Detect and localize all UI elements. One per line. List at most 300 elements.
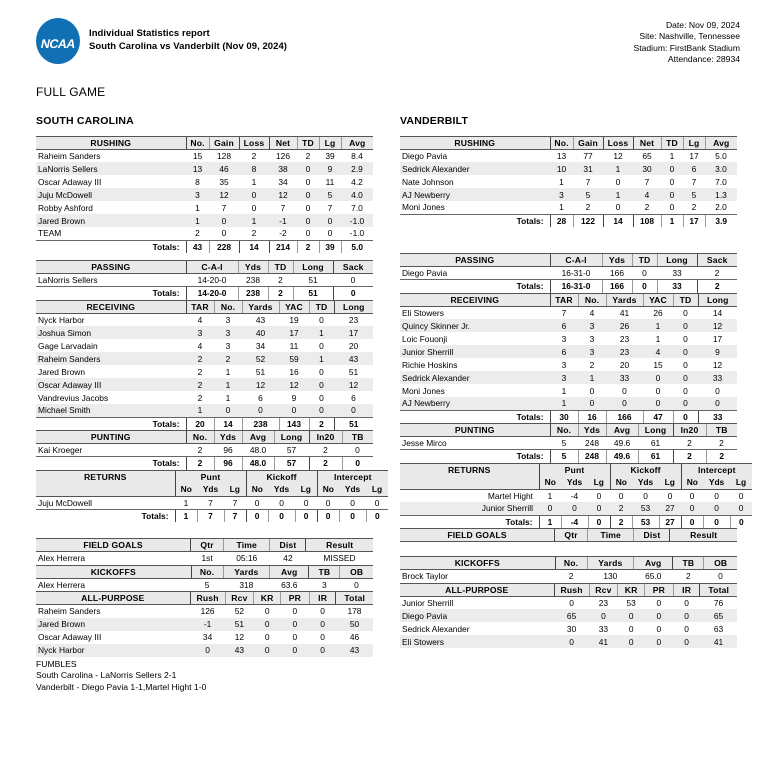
totals-cell: 14 [239, 240, 269, 253]
column-header: Qtr [555, 529, 588, 542]
column-header: Lg [683, 136, 705, 149]
totals-cell: 96 [214, 457, 242, 470]
player-name: Jared Brown [36, 618, 190, 631]
column-header: OB [704, 557, 737, 570]
table-row [36, 175, 373, 188]
column-header: No. [214, 300, 242, 313]
stat-cell: 6 [351, 392, 356, 403]
column-header: Dist [270, 539, 306, 552]
stat-cell: 2 [686, 571, 691, 582]
stat-cell: 3 [578, 345, 606, 358]
stat-cell: 7 [585, 176, 591, 187]
stat-cell: 0 [319, 340, 324, 351]
table-row [400, 149, 737, 162]
player-name: Raheim Sanders [36, 352, 186, 365]
player-name: Diego Pavia [400, 609, 554, 622]
column-header: Yds [214, 431, 242, 444]
section-title: RETURNS [400, 463, 539, 476]
stat-cell: 16-31-0 [561, 268, 591, 279]
player-name: Joshua Simon [36, 326, 186, 339]
stat-cell: 3 [578, 319, 606, 332]
stat-cell: 3.0 [705, 162, 737, 175]
totals-cell: 0 [339, 509, 366, 522]
totals-cell: 0 [632, 280, 657, 293]
section-gap [36, 253, 373, 260]
stat-cell: 0 [279, 497, 284, 508]
receiving-table [36, 300, 373, 431]
stat-cell: 0 [730, 502, 752, 515]
stat-cell: 0 [221, 228, 227, 239]
matchup-title: South Carolina vs Vanderbilt (Nov 09, 2024) [89, 41, 288, 52]
stat-cell: 0 [618, 635, 645, 648]
stat-cell: 3 [561, 359, 567, 370]
stat-cell: 49.6 [613, 438, 631, 449]
totals-label: Totals: [400, 450, 550, 463]
stat-cell: 2 [197, 445, 203, 456]
table-row [36, 578, 373, 591]
stat-cell: 4 [197, 340, 203, 351]
report-title: Individual Statistics report [89, 28, 210, 40]
column-header: Loss [603, 136, 633, 149]
stat-cell: 76 [713, 597, 724, 608]
stat-cell: 0 [656, 623, 662, 634]
totals-cell: 43 [186, 240, 209, 253]
column-header: TB [673, 557, 704, 570]
stat-cell: 0 [251, 202, 257, 213]
stat-cell: 1st [201, 553, 213, 564]
section-title: PASSING [400, 254, 550, 267]
column-header: Intercept [317, 470, 388, 483]
column-header: TD [632, 254, 657, 267]
totals-cell: 16 [578, 410, 606, 423]
column-header: Yds [602, 254, 632, 267]
stat-cell: 0 [319, 214, 341, 227]
player-name: Robby Ashford [38, 202, 93, 213]
stat-cell: 0 [738, 490, 744, 501]
stat-cell: 0 [264, 632, 270, 643]
stat-cell: 238 [246, 275, 260, 286]
table-row [400, 267, 737, 280]
stat-cell: 15 [192, 150, 203, 161]
player-name: Jesse Mirco [402, 438, 447, 449]
field-goals-table [36, 538, 373, 565]
stat-cell: 0 [628, 623, 634, 634]
table-row [400, 162, 737, 175]
player-name: Nyck Harbor [36, 644, 190, 657]
stat-cell: 8.4 [351, 150, 363, 161]
totals-cell: 1 [175, 509, 197, 522]
fumbles-vanderbilt: Vanderbilt - Diego Pavia 1-1,Martel Hight 1-0 [36, 681, 207, 692]
player-name: Oscar Adaway III [36, 378, 186, 391]
stat-cell: -1 [190, 618, 225, 631]
column-header: TD [673, 293, 698, 306]
stat-cell: 2 [197, 392, 203, 403]
table-row [36, 214, 373, 227]
stat-cell: 13 [556, 150, 567, 161]
column-header: Sack [333, 261, 373, 274]
stat-cell: 3 [225, 314, 231, 325]
stat-cell: 0 [615, 202, 621, 213]
totals-cell: 61 [638, 450, 673, 463]
totals-cell: 238 [238, 287, 268, 300]
stat-cell: 166 [610, 268, 624, 279]
stat-cell: 9 [291, 392, 297, 403]
stat-cell: 26 [606, 319, 643, 332]
stat-cell: 0 [643, 371, 673, 384]
column-header: Long [657, 254, 697, 267]
totals-cell: 2 [610, 515, 632, 528]
stat-cell: 0 [254, 497, 260, 508]
stat-cell: 12 [613, 150, 623, 161]
stat-cell: 65.0 [645, 571, 662, 582]
column-header: Lg [319, 136, 341, 149]
totals-row [400, 410, 737, 423]
punting-table [400, 423, 737, 463]
stat-cell: 1 [561, 385, 567, 396]
stat-cell: 3 [550, 371, 578, 384]
stat-cell: 39 [325, 150, 335, 161]
column-header: Gain [209, 136, 239, 149]
column-header: Rcv [225, 592, 254, 605]
stat-cell: 2 [186, 378, 214, 391]
stat-cell: 0 [554, 635, 589, 648]
stat-cell: 0 [596, 490, 602, 501]
stat-cell: 0 [715, 385, 720, 396]
column-header: KR [618, 583, 645, 596]
column-header: No [317, 483, 339, 496]
stat-cell: 178 [347, 606, 362, 617]
column-header: No. [191, 565, 223, 578]
player-name: Loic Fouonji [402, 333, 448, 344]
column-header: Yds [578, 424, 606, 437]
stat-cell: 1 [603, 162, 633, 175]
stat-cell: 0 [281, 644, 310, 657]
stat-cell: 0 [606, 397, 643, 410]
stat-cell: 0 [683, 359, 688, 370]
section-header-row [400, 293, 737, 306]
stat-cell: 0 [589, 385, 595, 396]
stat-cell: 0 [561, 502, 588, 515]
stat-cell: 0 [319, 392, 324, 403]
stat-cell: 4 [643, 345, 673, 358]
stat-cell: 41 [619, 307, 630, 318]
column-header: Avg [270, 565, 309, 578]
meta-date: Date: Nov 09, 2024 [665, 20, 740, 30]
stat-cell: 5 [204, 579, 210, 590]
meta-stadium: Stadium: FirstBank Stadium [633, 42, 740, 53]
stat-cell: 0 [305, 176, 311, 187]
stat-cell: 6 [258, 392, 263, 403]
column-header: TB [342, 431, 373, 444]
player-name: Martel Hight [487, 490, 533, 501]
receiving-table [400, 293, 737, 424]
stat-cell: 51 [255, 366, 266, 377]
table-row [36, 201, 373, 214]
stat-cell: 2 [278, 275, 283, 286]
column-header: TD [297, 136, 319, 149]
stat-cell: 1 [239, 214, 269, 227]
section-title: PUNTING [400, 424, 550, 437]
column-header: Avg [634, 557, 673, 570]
column-header: Avg [606, 424, 638, 437]
stat-cell: 4.0 [341, 188, 373, 201]
column-header: TB [309, 565, 340, 578]
stat-cell: -1.0 [341, 214, 373, 227]
stat-cell: 2 [610, 502, 632, 515]
column-header: Avg [705, 136, 737, 149]
stat-cell: 2 [214, 352, 242, 365]
player-name: Alex Herrera [38, 553, 86, 564]
column-header: Yards [587, 557, 634, 570]
totals-cell: 2 [309, 457, 342, 470]
totals-cell: 33 [698, 410, 737, 423]
section-header-row [400, 529, 737, 542]
totals-cell: 0 [268, 509, 295, 522]
player-name: Junior Sherrill [400, 345, 550, 358]
stat-cell: 27 [659, 502, 681, 515]
section-header-row [400, 463, 752, 476]
totals-cell: 14 [214, 417, 242, 430]
totals-row [400, 450, 737, 463]
column-header: No [175, 483, 197, 496]
stat-cell: MISSED [323, 553, 356, 564]
stat-cell: 2 [251, 150, 257, 161]
column-header: Sack [697, 254, 737, 267]
stat-cell: 0 [673, 397, 698, 410]
section-title: KICKOFFS [400, 557, 555, 570]
table-row [36, 391, 373, 404]
stat-cell: 3 [550, 188, 573, 201]
table-row [400, 371, 737, 384]
table-row [36, 149, 373, 162]
stat-cell: 0 [673, 371, 698, 384]
player-name: Alex Herrera [38, 579, 86, 590]
meta-attendance: Attendance: 28934 [667, 54, 740, 65]
stat-cell: 0 [643, 490, 648, 501]
subheader-spacer [36, 483, 175, 496]
fumbles-block [0, 659, 768, 693]
stat-cell: 12 [698, 319, 737, 332]
stat-cell: 63.6 [281, 579, 298, 590]
stat-cell: 5 [561, 438, 567, 449]
stat-cell: 0 [714, 490, 719, 501]
stat-cell: 0 [281, 618, 310, 631]
stat-cell: 2 [585, 202, 591, 213]
stat-cell: 0 [279, 404, 309, 417]
header-left [36, 18, 287, 64]
table-row [36, 162, 373, 175]
stat-cell: 57 [286, 445, 297, 456]
stat-cell: 0 [673, 609, 700, 622]
totals-label: Totals: [36, 509, 175, 522]
player-name: Moni Jones [402, 202, 445, 213]
totals-cell: -4 [561, 515, 588, 528]
section-header-row [36, 592, 373, 605]
section-header-row [36, 470, 388, 483]
totals-cell: 51 [293, 287, 333, 300]
totals-cell: 214 [269, 240, 297, 253]
table-row [36, 631, 373, 644]
stat-cell: 11 [289, 340, 299, 351]
ncaa-logo-icon [36, 18, 80, 64]
totals-cell: 0 [366, 509, 388, 522]
stat-cell: 3 [561, 333, 567, 344]
stat-cell: 0 [684, 597, 689, 608]
column-header: Net [633, 136, 661, 149]
column-header: Result [670, 529, 737, 542]
totals-cell: 108 [633, 214, 661, 227]
totals-cell: 1 [539, 515, 561, 528]
column-header: Lg [366, 483, 388, 496]
stat-cell: 4 [589, 307, 595, 318]
column-header: No [246, 483, 268, 496]
stat-cell: 0 [683, 333, 688, 344]
column-header: IR [673, 583, 700, 596]
totals-label: Totals: [36, 287, 186, 300]
column-header: Lg [588, 476, 610, 489]
column-header: No. [550, 424, 578, 437]
stat-cell: 1 [603, 188, 633, 201]
stat-cell: 0 [615, 176, 621, 187]
stat-cell: 42 [283, 553, 293, 564]
stat-cell: 0 [354, 579, 359, 590]
stat-cell: 1 [183, 497, 189, 508]
column-header: Yards [606, 293, 643, 306]
passing-table [36, 260, 373, 300]
stat-cell: 2.9 [341, 162, 373, 175]
stat-cell: 0 [350, 497, 355, 508]
totals-cell: 16-31-0 [550, 280, 602, 293]
table-row [36, 444, 373, 457]
section-title: RECEIVING [400, 293, 550, 306]
player-name: LaNorris Sellers [38, 275, 98, 286]
totals-label: Totals: [36, 240, 186, 253]
player-name: AJ Newberry [400, 397, 550, 410]
stat-cell: 0 [622, 385, 627, 396]
stat-cell: 4.2 [351, 176, 363, 187]
section-header-row [36, 431, 373, 444]
stat-cell: 61 [650, 438, 661, 449]
stat-cell: 9 [319, 162, 341, 175]
stat-cell: 1 [655, 333, 661, 344]
table-row [400, 502, 752, 515]
stat-cell: 7 [221, 202, 227, 213]
totals-cell: 166 [602, 280, 632, 293]
stat-cell: 0 [683, 307, 688, 318]
stat-cell: 51 [225, 618, 254, 631]
table-row [400, 570, 737, 583]
section-gap [36, 522, 373, 538]
totals-cell: 39 [319, 240, 341, 253]
stat-cell: 1.3 [705, 188, 737, 201]
stat-cell: 6 [550, 345, 578, 358]
stat-cell: 1 [186, 404, 214, 417]
header-meta [633, 18, 740, 66]
player-name: Juju McDowell [38, 497, 92, 508]
column-header: C-A-I [186, 261, 238, 274]
stat-cell: 14-20-0 [197, 275, 227, 286]
player-name: Sedrick Alexander [400, 162, 550, 175]
column-header: Yards [242, 300, 279, 313]
column-header: Punt [539, 463, 610, 476]
column-header: Time [588, 529, 634, 542]
table-row [400, 635, 737, 648]
stat-cell: 318 [239, 579, 254, 590]
stat-cell: 2 [691, 202, 697, 213]
stat-cell: 0 [645, 635, 674, 648]
section-title: RECEIVING [36, 300, 186, 313]
stat-cell: 31 [573, 162, 603, 175]
player-name: Michael Smith [36, 404, 186, 417]
stat-cell: 26 [653, 307, 663, 318]
stat-cell: -2 [279, 228, 287, 239]
section-title: FIELD GOALS [36, 539, 191, 552]
stat-cell: 0 [320, 606, 325, 617]
totals-cell: 0 [703, 515, 730, 528]
stat-cell: 0 [319, 314, 324, 325]
totals-cell: 0 [342, 457, 373, 470]
stat-cell: 0 [673, 635, 700, 648]
rushing-table [36, 136, 373, 254]
stat-cell: 34 [255, 340, 266, 351]
stat-cell: 0 [264, 606, 270, 617]
stat-cell: 2 [195, 228, 200, 239]
totals-cell: 0 [730, 515, 752, 528]
stat-cell: 0 [683, 385, 688, 396]
stat-cell: 52 [234, 606, 245, 617]
column-header: Total [700, 583, 737, 596]
totals-cell: 143 [279, 417, 309, 430]
section-header-row [36, 261, 373, 274]
column-header: IR [309, 592, 336, 605]
table-row [36, 188, 373, 201]
player-name: Diego Pavia [402, 268, 448, 279]
section-title: RUSHING [36, 136, 186, 149]
column-header: Net [269, 136, 297, 149]
column-header: Long [698, 293, 737, 306]
stat-cell: 0 [327, 228, 333, 239]
column-header: TB [706, 424, 737, 437]
stat-cell: 12 [234, 632, 245, 643]
stat-cell: 7 [644, 176, 650, 187]
totals-cell: 28 [550, 214, 573, 227]
stat-cell: 0 [292, 606, 298, 617]
stat-cell: 0 [297, 214, 319, 227]
section-title: FIELD GOALS [400, 529, 555, 542]
table-row [400, 397, 737, 410]
table-row [400, 622, 737, 635]
player-name: Oscar Adaway III [38, 632, 102, 643]
player-name: Juju McDowell [36, 188, 186, 201]
team-name-south-carolina: SOUTH CAROLINA [36, 114, 134, 127]
table-row [400, 596, 737, 609]
stat-cell: -1.0 [349, 228, 365, 239]
stat-cell: 0 [297, 162, 319, 175]
team-column-vanderbilt [400, 114, 747, 657]
totals-cell: 20 [186, 417, 214, 430]
totals-cell: 238 [242, 417, 279, 430]
stat-cell: 0 [673, 319, 698, 332]
stat-cell: 2 [714, 268, 720, 279]
column-header: No. [550, 136, 573, 149]
column-header: PR [645, 583, 674, 596]
stat-cell: 1 [559, 176, 564, 187]
table-row [36, 496, 388, 509]
section-title: KICKOFFS [36, 565, 191, 578]
totals-cell: 5.0 [341, 240, 373, 253]
all-purpose-table [36, 591, 373, 657]
table-row [36, 339, 373, 352]
